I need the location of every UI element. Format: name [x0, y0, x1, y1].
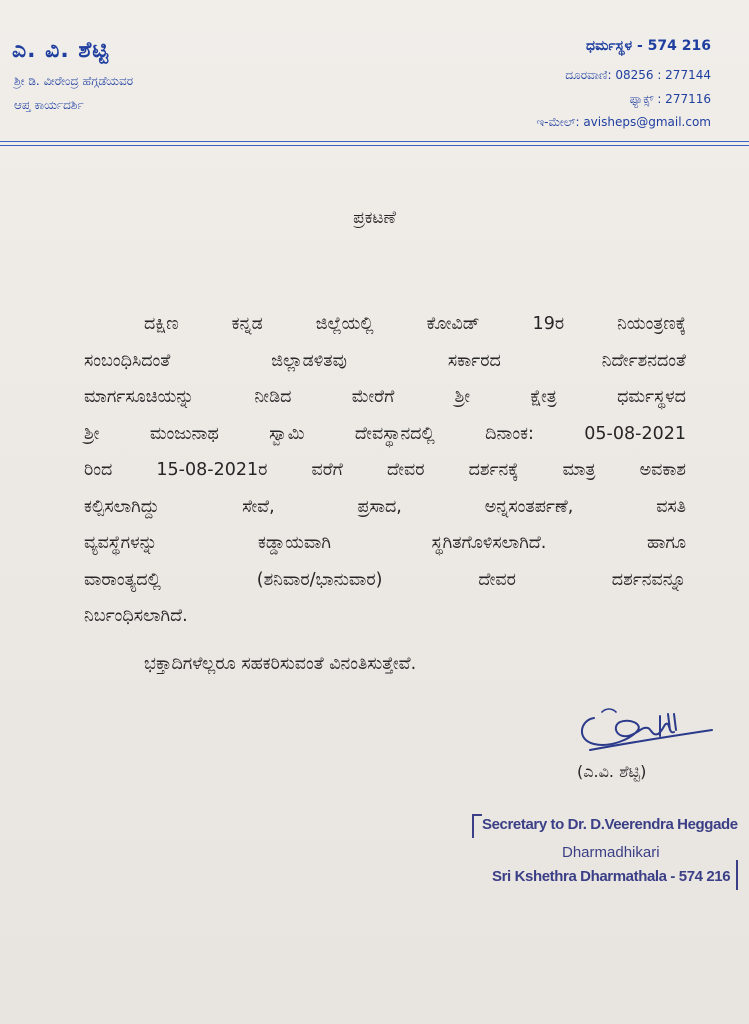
stamp-line-2: Dharmadhikari — [562, 844, 660, 861]
body-line: ನಿರ್ಬಂಧಿಸಲಾಗಿದೆ. — [84, 606, 188, 626]
signatory-name: (ಎ.ವಿ. ಶೆಟ್ಟಿ) — [577, 762, 647, 781]
stamp-border — [730, 860, 738, 890]
letterhead-place: ಧರ್ಮಸ್ಥಳ - 574 216 — [586, 38, 711, 54]
closing-line: ಭಕ್ತಾದಿಗಳೆಲ್ಲರೂ ಸಹಕರಿಸುವಂತೆ ವಿನಂತಿಸುತ್ತೇವೆ. — [144, 654, 417, 674]
body-line: ಸಂಬಂಧಿಸಿದಂತೆ ಜಿಲ್ಲಾಡಳಿತವು ಸರ್ಕಾರದ ನಿರ್ದೇಶನದಂತೆ — [84, 350, 686, 371]
letterhead-subtitle-1: ಶ್ರೀ ಡಿ. ವೀರೇಂದ್ರ ಹೆಗ್ಗಡೆಯವರ — [14, 74, 134, 88]
body-line: ವಾರಾಂತ್ಯದಲ್ಲಿ (ಶನಿವಾರ/ಭಾನುವಾರ) ದೇವರ ದರ್ಶನವನ್ನೂ — [84, 569, 686, 590]
letterhead-rule-bottom — [0, 145, 749, 146]
stamp-line-1: Secretary to Dr. D.Veerendra Heggade — [482, 816, 738, 833]
announcement-body — [84, 306, 686, 635]
body-line: ಮಾರ್ಗಸೂಚಿಯನ್ನು ನೀಡಿದ ಮೇರೆಗೆ ಶ್ರೀ ಕ್ಷೇತ್ರ ಧರ್ಮಸ್ಥಳದ — [84, 387, 686, 407]
body-line: ರಿಂದ 15-08-2021ರ ವರೆಗೆ ದೇವರ ದರ್ಶನಕ್ಕೆ ಮಾತ್ರ ಅವಕಾಶ — [84, 460, 686, 480]
letterhead-rule-top — [0, 141, 749, 142]
body-line: ಶ್ರೀ ಮಂಜುನಾಥ ಸ್ವಾಮಿ ದೇವಸ್ಥಾನದಲ್ಲಿ ದಿನಾಂಕ: 05-08-2021 — [84, 423, 686, 444]
letterhead-name: ಎ. ವಿ. ಶೆಟ್ಟಿ — [12, 38, 110, 63]
handwritten-signature — [572, 700, 722, 760]
announcement-title: ಪ್ರಕಟಣೆ — [353, 208, 396, 228]
letterhead-subtitle-2: ಆಪ್ತ ಕಾರ್ಯದರ್ಶಿ — [14, 98, 84, 112]
letterhead-phone: ದೂರವಾಣಿ: 08256 : 277144 — [565, 68, 711, 82]
stamp-line-3: Sri Kshethra Dharmathala - 574 216 — [492, 868, 731, 885]
letterhead-email: ಇ-ಮೇಲ್: avisheps@gmail.com — [536, 115, 711, 129]
official-stamp — [470, 810, 740, 895]
stamp-border — [472, 814, 482, 838]
body-line: ದಕ್ಷಿಣ ಕನ್ನಡ ಜಿಲ್ಲೆಯಲ್ಲಿ ಕೋವಿಡ್ 19ರ ನಿಯಂತ್ರಣಕ್ಕೆ — [144, 314, 686, 334]
body-line: ಕಲ್ಪಿಸಲಾಗಿದ್ದು ಸೇವೆ, ಪ್ರಸಾದ, ಅನ್ನಸಂತರ್ಪಣೆ, ವಸತಿ — [84, 496, 686, 517]
letterhead-fax: ಫ್ಯಾಕ್ಸ್ : 277116 — [629, 92, 711, 106]
body-line: ವ್ಯವಸ್ಥೆಗಳನ್ನು ಕಡ್ಡಾಯವಾಗಿ ಸ್ಥಗಿತಗೊಳಿಸಲಾಗಿದೆ. ಹಾಗೂ — [84, 533, 686, 553]
